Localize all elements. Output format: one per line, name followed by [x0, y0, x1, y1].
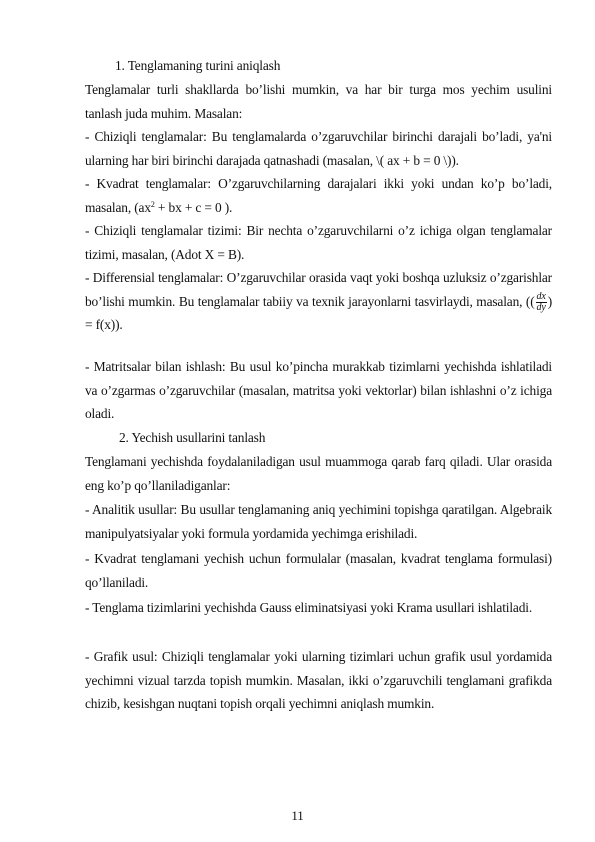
- quadratic-exponent: 2: [150, 199, 155, 209]
- fraction-dx-dy: [536, 292, 547, 313]
- quadratic-text-a: - Kvadrat tenglamalar: O’zgaruvchilarning darajalari ikki yoki undan ko’p bo’ladi, masalan, (ax: [85, 176, 552, 215]
- differential-text-a: - Differensial tenglamalar: O’zgaruvchilar orasida vaqt yoki boshqa uzluksiz o’zgarishlar bo’lishi mumkin. Bu tenglamalar tabiiy va texnik jarayonlarni tasvirlaydi, masalan, ((: [85, 270, 552, 309]
- paragraph-methods-intro: Tenglamani yechishda foydalaniladigan usul muammoga qarab farq qiladi. Ular orasida eng ko’p qo’llaniladiganlar:: [85, 454, 552, 493]
- heading-tenglamaning-turi: 1. Tenglamaning turini aniqlash: [115, 58, 281, 73]
- paragraph-analytic: - Analitik usullar: Bu usullar tenglamaning aniq yechimini topishga qaratilgan. Algebraik manipulyatsiyalar yoki formula yordamida yechimga erishiladi.: [85, 502, 552, 541]
- paragraph-quadratic: [85, 172, 552, 219]
- paragraph-linear: - Chiziqli tenglamalar: Bu tenglamalarda o’zgaruvchilar birinchi darajali bo’ladi, ya'ni ularning har biri birinchi darajada qatnashadi (masalan, \( ax + b = 0 \)).: [85, 129, 552, 168]
- differential-text-b: ) = f(x)).: [85, 293, 552, 332]
- page-number: 11: [291, 808, 304, 823]
- heading-yechish-usullari: 2. Yechish usullarini tanlash: [119, 430, 266, 445]
- fraction-denominator: dy: [536, 301, 546, 313]
- paragraph-differential: [85, 266, 552, 337]
- paragraph-matrix: - Matritsalar bilan ishlash: Bu usul ko’pincha murakkab tizimlarni yechishda ishlatiladi va o’zgarmas o’zgaruvchilar (masalan, matritsa yoki vektorlar) bilan ishlashni o’z ichiga oladi.: [85, 359, 552, 421]
- paragraph-system: - Chiziqli tenglamalar tizimi: Bir nechta o’zgaruvchilarni o’z ichiga olgan tenglamalar tizimi, masalan, (Adot X = B).: [85, 223, 552, 262]
- paragraph-intro: Tenglamalar turli shakllarda bo’lishi mumkin, va har bir turga mos yechim usulini tanlash juda muhim. Masalan:: [85, 82, 552, 121]
- paragraph-quadratic-formula: - Kvadrat tenglamani yechish uchun formulalar (masalan, kvadrat tenglama formulasi) qo’llaniladi.: [85, 551, 552, 590]
- quadratic-text-b: + bx + c = 0 ).: [154, 199, 233, 215]
- paragraph-graphic: - Grafik usul: Chiziqli tenglamalar yoki ularning tizimlari uchun grafik usul yordamida yechimni vizual tarzda topish mumkin. Masalan, ikki o’zgaruvchili tenglamani grafikda chizib, kesishgan nuqtani topish orqali yechimni aniqlash mumkin.: [85, 649, 552, 711]
- paragraph-gauss: - Tenglama tizimlarini yechishda Gauss eliminatsiyasi yoki Krama usullari ishlatiladi.: [85, 600, 533, 615]
- fraction-numerator: dx: [536, 290, 546, 302]
